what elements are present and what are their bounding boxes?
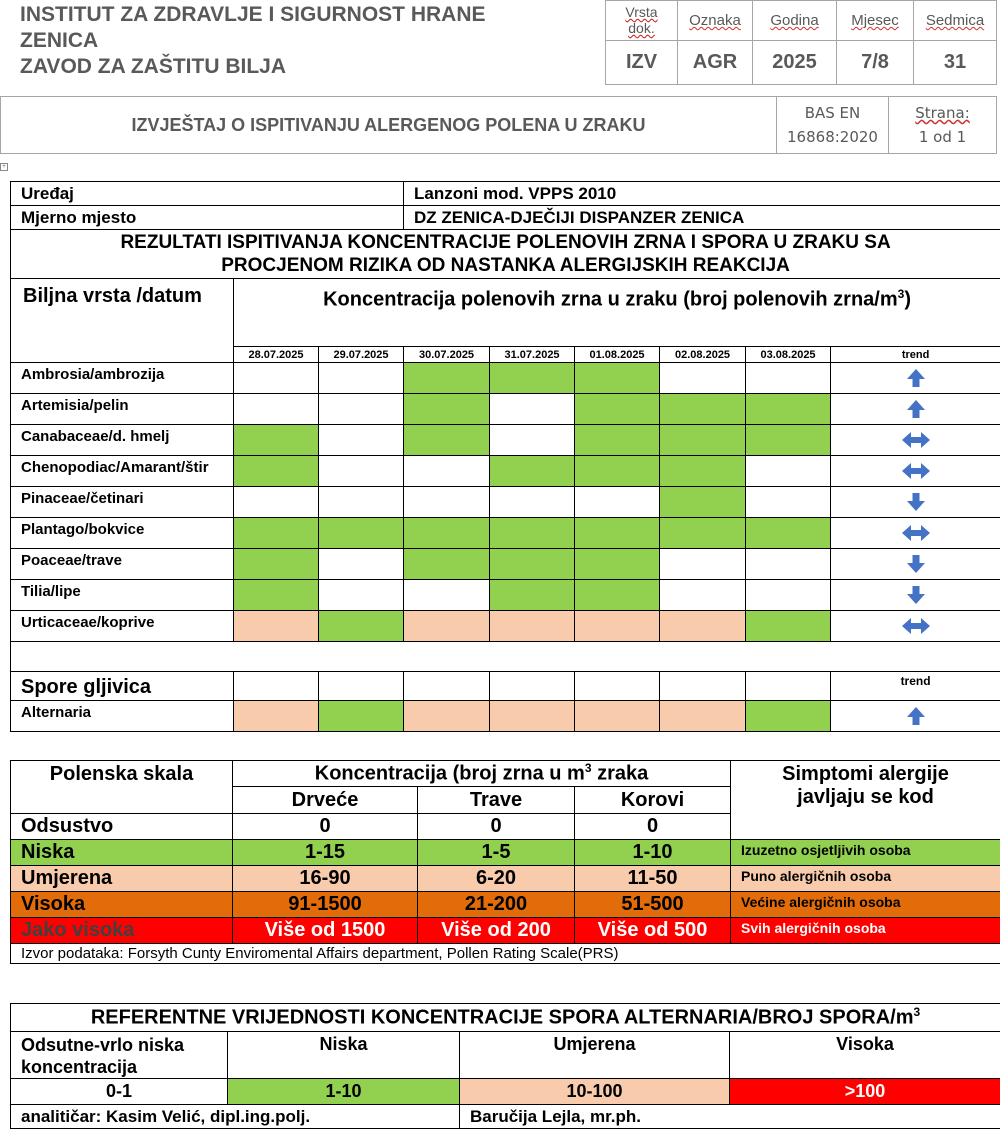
concentration-cell [490, 456, 575, 487]
level-value: 91-1500 [233, 892, 418, 918]
spore-head-cell [746, 672, 831, 701]
level-value: 16-90 [233, 866, 418, 892]
concentration-cell [234, 518, 319, 549]
concentration-cell [660, 363, 746, 394]
concentration-cell [404, 611, 490, 642]
concentration-cell [575, 518, 660, 549]
level-name: Visoka [11, 892, 233, 918]
report-title-table [0, 96, 997, 154]
concentration-cell [319, 580, 404, 611]
concentration-cell [404, 487, 490, 518]
plant-row [11, 611, 1000, 642]
scale-header: Polenska skala [11, 761, 233, 814]
date-header: 01.08.2025 [575, 347, 660, 363]
meta-label-godina: Godina [753, 1, 837, 41]
concentration-cell [575, 394, 660, 425]
concentration-cell [234, 456, 319, 487]
level-value: 1-10 [575, 840, 731, 866]
concentration-cell [319, 549, 404, 580]
level-name: Umjerena [11, 866, 233, 892]
results-title [11, 230, 1000, 279]
level-value: 0 [575, 814, 731, 840]
concentration-cell [746, 611, 831, 642]
concentration-cell [404, 456, 490, 487]
analyst-signature: analitičar: Kasim Velić, dipl.ing.polj. [11, 1105, 460, 1129]
left-right-arrow-icon [901, 431, 931, 449]
institute-line-1: INSTITUT ZA ZDRAVLJE I SIGURNOST HRANE [20, 3, 486, 26]
concentration-cell [746, 456, 831, 487]
date-header: 31.07.2025 [490, 347, 575, 363]
trend-cell [831, 549, 1000, 580]
second-signature: Baručija Lejla, mr.ph. [460, 1105, 1000, 1129]
concentration-cell [660, 487, 746, 518]
concentration-cell [575, 549, 660, 580]
concentration-cell [660, 425, 746, 456]
concentration-cell [660, 518, 746, 549]
level-symptom: Puno alergičnih osoba [731, 866, 1000, 892]
plant-row [11, 425, 1000, 456]
reference-value-high: >100 [730, 1079, 1000, 1105]
concentration-cell [490, 580, 575, 611]
concentration-cell [746, 487, 831, 518]
concentration-cell [319, 425, 404, 456]
site-label: Mjerno mjesto [11, 206, 404, 230]
down-arrow-icon [906, 554, 926, 574]
reference-value-low: 1-10 [228, 1079, 460, 1105]
concentration-cell [746, 425, 831, 456]
level-value: Više od 500 [575, 918, 731, 944]
concentration-cell [404, 394, 490, 425]
trend-cell [831, 487, 1000, 518]
concentration-cell [404, 580, 490, 611]
trend-header: trend [831, 347, 1000, 363]
concentration-cell [234, 701, 319, 732]
date-header: 29.07.2025 [319, 347, 404, 363]
left-right-arrow-icon [901, 462, 931, 480]
spore-head-cell [660, 672, 746, 701]
plant-name: Plantago/bokvice [11, 518, 234, 549]
spore-head-cell [490, 672, 575, 701]
concentration-cell [319, 518, 404, 549]
concentration-cell [404, 701, 490, 732]
level-value: 6-20 [418, 866, 575, 892]
site-value: DZ ZENICA-DJEČIJI DISPANZER ZENICA [404, 206, 1000, 230]
results-title-line-1: REZULTATI ISPITIVANJA KONCENTRACIJE POLENOVIH ZRNA I SPORA U ZRAKU SA [120, 232, 891, 253]
concentration-cell [575, 363, 660, 394]
level-value: 1-15 [233, 840, 418, 866]
spacer-row [11, 642, 1000, 672]
concentration-cell [746, 363, 831, 394]
level-value: 0 [418, 814, 575, 840]
document-meta-table [605, 0, 997, 85]
concentration-cell [575, 487, 660, 518]
date-header: 28.07.2025 [234, 347, 319, 363]
level-name: Niska [11, 840, 233, 866]
concentration-cell [575, 580, 660, 611]
institute-line-2: ZENICA [20, 29, 99, 52]
concentration-cell [234, 394, 319, 425]
plant-row [11, 456, 1000, 487]
meta-value-sedmica: 31 [914, 41, 997, 85]
up-arrow-icon [906, 706, 926, 726]
alternaria-reference-table [10, 1003, 1000, 1129]
level-value: 1-5 [418, 840, 575, 866]
level-name: Jako visoka [11, 918, 233, 944]
device-value: Lanzoni mod. VPPS 2010 [404, 182, 1000, 206]
device-label: Uređaj [11, 182, 404, 206]
concentration-header: Koncentracija polenovih zrna u zraku (broj polenovih zrna/$m^3$) [234, 279, 1000, 347]
date-header: 30.07.2025 [404, 347, 490, 363]
plant-row [11, 580, 1000, 611]
level-name: Odsustvo [11, 814, 233, 840]
concentration-cell [660, 549, 746, 580]
concentration-cell [404, 549, 490, 580]
trend-cell [831, 363, 1000, 394]
concentration-cell [234, 363, 319, 394]
level-value: 11-50 [575, 866, 731, 892]
concentration-cell [746, 580, 831, 611]
date-header: 02.08.2025 [660, 347, 746, 363]
reference-header-moderate: Umjerena [460, 1032, 730, 1079]
level-symptom: Svih alergičnih osoba [731, 918, 1000, 944]
up-arrow-icon [906, 399, 926, 419]
level-value: Više od 1500 [233, 918, 418, 944]
trend-cell [831, 701, 1000, 732]
plant-name: Pinaceae/četinari [11, 487, 234, 518]
meta-label-vrsta: Vrsta dok. [606, 1, 678, 41]
results-title-line-2: PROCJENOM RIZIKA OD NASTANKA ALERGIJSKIH REAKCIJA [221, 255, 790, 276]
meta-value-oznaka: AGR [678, 41, 753, 85]
plant-name: Canabaceae/d. hmelj [11, 425, 234, 456]
plant-name: Urticaceae/koprive [11, 611, 234, 642]
concentration-cell [660, 701, 746, 732]
meta-value-vrsta: IZV [606, 41, 678, 85]
down-arrow-icon [906, 492, 926, 512]
concentration-cell [319, 701, 404, 732]
plant-name: Tilia/lipe [11, 580, 234, 611]
plant-row [11, 487, 1000, 518]
concentration-cell [319, 363, 404, 394]
concentration-cell [660, 580, 746, 611]
concentration-cell [660, 394, 746, 425]
institute-name [20, 2, 605, 80]
concentration-cell [746, 549, 831, 580]
concentration-cell [746, 518, 831, 549]
spores-trend-header: trend [831, 672, 1000, 701]
plant-row [11, 363, 1000, 394]
pollen-scale-table [10, 760, 1000, 964]
document-header [0, 0, 1000, 90]
spore-head-cell [575, 672, 660, 701]
column-trave: Trave [418, 787, 575, 814]
reference-header-low: Niska [228, 1032, 460, 1079]
level-symptom: Izuzetno osjetljivih osoba [731, 840, 1000, 866]
trend-cell [831, 394, 1000, 425]
symptoms-header: Simptomi alergije javljaju se kod [731, 761, 1000, 840]
standard-reference: BAS EN 16868:2020 [777, 97, 889, 154]
concentration-cell [234, 611, 319, 642]
spore-head-cell [404, 672, 490, 701]
concentration-cell [490, 549, 575, 580]
concentration-cell [404, 518, 490, 549]
spore-rows [11, 701, 1000, 732]
level-value: Više od 200 [418, 918, 575, 944]
left-right-arrow-icon [901, 524, 931, 542]
concentration-cell [490, 363, 575, 394]
meta-label-sedmica: Sedmica [914, 1, 997, 41]
reference-header-absent: Odsutne-vrlo niska koncentracija [11, 1032, 228, 1079]
spores-header: Spore gljivica [11, 672, 234, 701]
level-value: 0 [233, 814, 418, 840]
scale-concentration-header: Koncentracija (broj zrna u $m^3$ zraka [233, 761, 731, 787]
reference-value-moderate: 10-100 [460, 1079, 730, 1105]
concentration-cell [490, 518, 575, 549]
concentration-cell [490, 487, 575, 518]
reference-header-high: Visoka [730, 1032, 1000, 1079]
concentration-cell [319, 487, 404, 518]
plant-name: Artemisia/pelin [11, 394, 234, 425]
plant-rows [11, 363, 1000, 642]
plant-row [11, 394, 1000, 425]
concentration-cell [319, 611, 404, 642]
concentration-cell [660, 611, 746, 642]
spore-row [11, 701, 1000, 732]
concentration-cell [575, 701, 660, 732]
results-table [10, 181, 1000, 732]
report-title: IZVJEŠTAJ O ISPITIVANJU ALERGENOG POLENA U ZRAKU [1, 97, 777, 154]
species-date-header: Biljna vrsta /datum [11, 279, 234, 363]
column-drvece: Drveće [233, 787, 418, 814]
concentration-cell [490, 611, 575, 642]
concentration-cell [490, 394, 575, 425]
spore-head-cell [234, 672, 319, 701]
spore-name: Alternaria [11, 701, 234, 732]
concentration-cell [404, 425, 490, 456]
concentration-cell [234, 425, 319, 456]
reference-value-absent: 0-1 [11, 1079, 228, 1105]
meta-label-mjesec: Mjesec [837, 1, 914, 41]
level-symptom: Većine alergičnih osoba [731, 892, 1000, 918]
institute-line-3: ZAVOD ZA ZAŠTITU BILJA [20, 55, 286, 78]
concentration-cell [746, 394, 831, 425]
concentration-cell [660, 456, 746, 487]
plant-name: Ambrosia/ambrozija [11, 363, 234, 394]
concentration-cell [746, 701, 831, 732]
level-value: 51-500 [575, 892, 731, 918]
concentration-cell [575, 425, 660, 456]
concentration-cell [490, 425, 575, 456]
down-arrow-icon [906, 585, 926, 605]
table-move-handle-icon[interactable]: + [0, 163, 8, 171]
plant-name: Chenopodiac/Amarant/štir [11, 456, 234, 487]
trend-cell [831, 580, 1000, 611]
trend-cell [831, 456, 1000, 487]
meta-value-godina: 2025 [753, 41, 837, 85]
plant-row [11, 518, 1000, 549]
page-number: Strana: 1 od 1 [889, 97, 997, 154]
spore-head-cell [319, 672, 404, 701]
trend-cell [831, 518, 1000, 549]
date-header: 03.08.2025 [746, 347, 831, 363]
left-right-arrow-icon [901, 617, 931, 635]
concentration-cell [319, 456, 404, 487]
concentration-cell [575, 611, 660, 642]
meta-label-oznaka: Oznaka [678, 1, 753, 41]
trend-cell [831, 425, 1000, 456]
concentration-cell [234, 487, 319, 518]
trend-cell [831, 611, 1000, 642]
plant-name: Poaceae/trave [11, 549, 234, 580]
column-korovi: Korovi [575, 787, 731, 814]
concentration-cell [490, 701, 575, 732]
level-value: 21-200 [418, 892, 575, 918]
concentration-cell [234, 580, 319, 611]
concentration-cell [575, 456, 660, 487]
up-arrow-icon [906, 368, 926, 388]
concentration-cell [234, 549, 319, 580]
meta-value-mjesec: 7/8 [837, 41, 914, 85]
data-source-note: Izvor podataka: Forsyth Cunty Enviromental Affairs department, Pollen Rating Scale(PRS) [11, 944, 1000, 964]
concentration-cell [319, 394, 404, 425]
plant-row [11, 549, 1000, 580]
reference-title: REFERENTNE VRIJEDNOSTI KONCENTRACIJE SPORA ALTERNARIA/BROJ SPORA/$m^3$ [11, 1004, 1000, 1032]
concentration-cell [404, 363, 490, 394]
